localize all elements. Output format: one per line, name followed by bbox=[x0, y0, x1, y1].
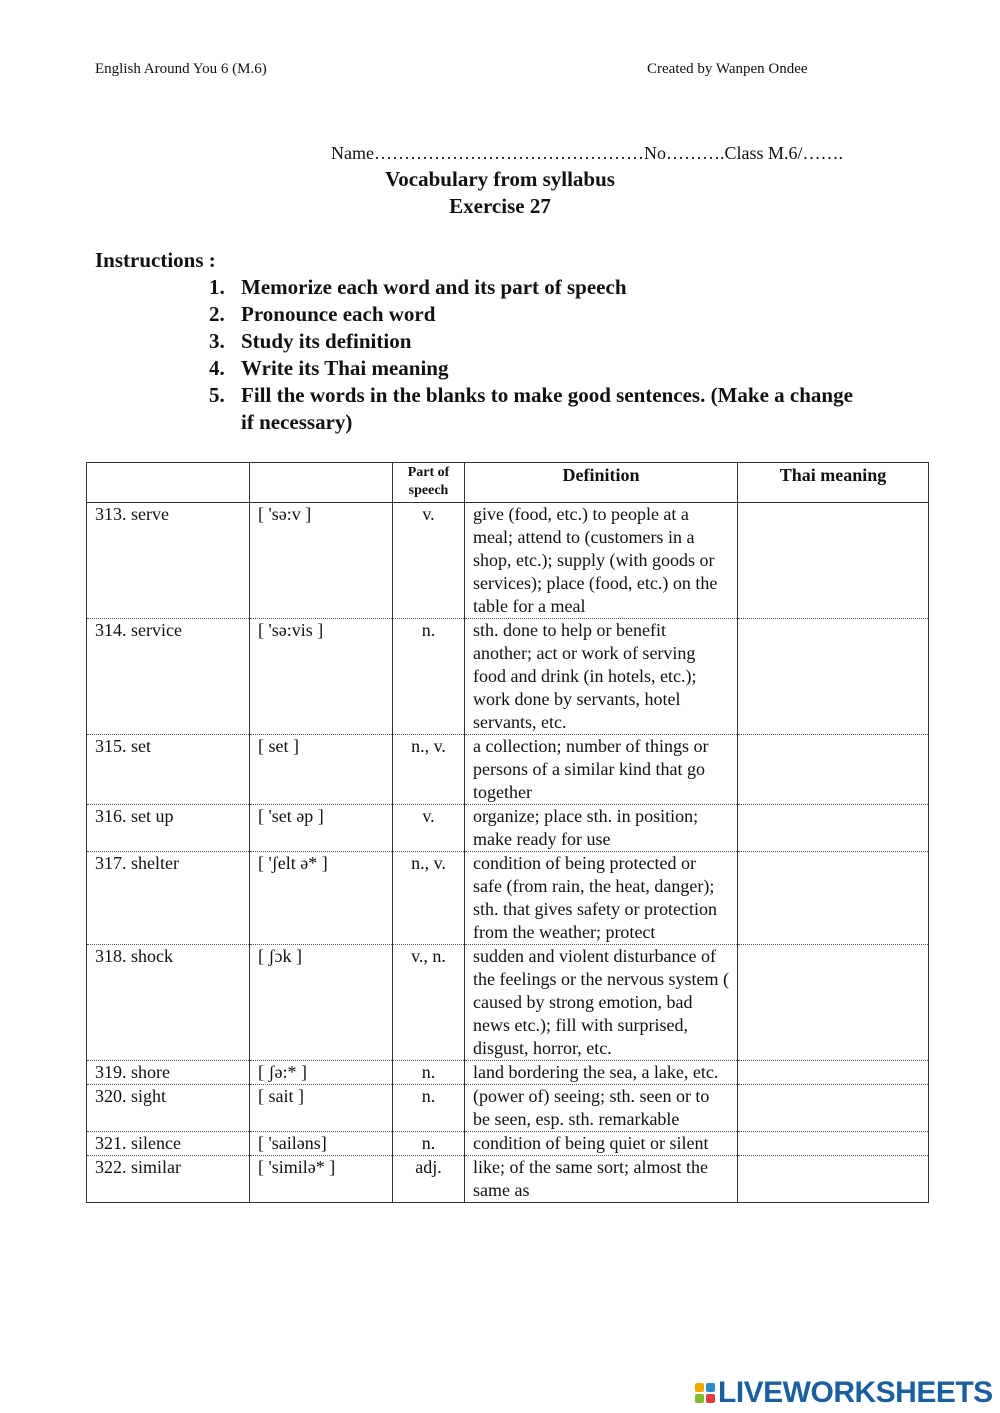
pronunciation-cell: [ 'similə* ] bbox=[250, 1156, 393, 1203]
table-row bbox=[87, 945, 929, 1061]
page-subtitle: Exercise 27 bbox=[449, 194, 551, 218]
definition-cell: organize; place sth. in position; make ready for use bbox=[465, 805, 738, 852]
header-part-of-speech: Part of speech bbox=[393, 463, 465, 503]
header-thai-meaning: Thai meaning bbox=[738, 463, 929, 503]
word-cell: 319. shore bbox=[87, 1061, 250, 1085]
instructions-label: Instructions : bbox=[95, 248, 216, 272]
vocabulary-table bbox=[86, 462, 929, 1203]
instruction-item bbox=[209, 328, 869, 355]
instruction-text: Pronounce each word bbox=[241, 302, 436, 326]
definition-cell: like; of the same sort; almost the same as bbox=[465, 1156, 738, 1203]
definition-cell: sth. done to help or benefit another; act or work of serving food and drink (in hotels, etc.); work done by servants, hotel servants, etc. bbox=[465, 619, 738, 735]
definition-cell: (power of) seeing; sth. seen or to be seen, esp. sth. remarkable bbox=[465, 1085, 738, 1132]
part-of-speech-cell: n. bbox=[393, 1085, 465, 1132]
thai-meaning-cell[interactable] bbox=[738, 1085, 929, 1132]
table-row bbox=[87, 1061, 929, 1085]
thai-meaning-cell[interactable] bbox=[738, 852, 929, 945]
pronunciation-cell: [ set ] bbox=[250, 735, 393, 805]
part-of-speech-cell: n. bbox=[393, 619, 465, 735]
table-row bbox=[87, 735, 929, 805]
instruction-text: Write its Thai meaning bbox=[241, 356, 449, 380]
pronunciation-cell: [ 'ʃelt ə* ] bbox=[250, 852, 393, 945]
word-cell: 316. set up bbox=[87, 805, 250, 852]
instruction-number: 5. bbox=[209, 383, 225, 407]
instruction-item bbox=[209, 355, 869, 382]
part-of-speech-cell: v. bbox=[393, 503, 465, 619]
thai-meaning-cell[interactable] bbox=[738, 805, 929, 852]
pronunciation-cell: [ 'sə:v ] bbox=[250, 503, 393, 619]
part-of-speech-cell: n. bbox=[393, 1061, 465, 1085]
definition-cell: a collection; number of things or persons of a similar kind that go together bbox=[465, 735, 738, 805]
instruction-number: 2. bbox=[209, 302, 225, 326]
part-of-speech-cell: n. bbox=[393, 1132, 465, 1156]
pronunciation-cell: [ 'set əp ] bbox=[250, 805, 393, 852]
table-row bbox=[87, 852, 929, 945]
thai-meaning-cell[interactable] bbox=[738, 945, 929, 1061]
student-name-line: Name………………………………………No……….Class M.6/……. bbox=[331, 143, 843, 163]
pronunciation-cell: [ 'sə:vis ] bbox=[250, 619, 393, 735]
instruction-number: 1. bbox=[209, 275, 225, 299]
liveworksheets-logo[interactable] bbox=[695, 1376, 993, 1410]
word-cell: 318. shock bbox=[87, 945, 250, 1061]
header-pronunciation bbox=[250, 463, 393, 503]
table-header-row bbox=[87, 463, 929, 503]
definition-cell: sudden and violent disturbance of the feelings or the nervous system ( caused by strong emotion, bad news etc.); fill with surprised, disgust, horror, etc. bbox=[465, 945, 738, 1061]
word-cell: 322. similar bbox=[87, 1156, 250, 1203]
word-cell: 314. service bbox=[87, 619, 250, 735]
word-cell: 317. shelter bbox=[87, 852, 250, 945]
definition-cell: land bordering the sea, a lake, etc. bbox=[465, 1061, 738, 1085]
instruction-text: Study its definition bbox=[241, 329, 412, 353]
part-of-speech-cell: adj. bbox=[393, 1156, 465, 1203]
liveworksheets-logo-text: LIVEWORKSHEETS bbox=[718, 1376, 993, 1409]
instruction-item bbox=[209, 301, 869, 328]
word-cell: 315. set bbox=[87, 735, 250, 805]
part-of-speech-cell: v., n. bbox=[393, 945, 465, 1061]
definition-cell: condition of being quiet or silent bbox=[465, 1132, 738, 1156]
instruction-item bbox=[209, 274, 869, 301]
table-row bbox=[87, 1156, 929, 1203]
thai-meaning-cell[interactable] bbox=[738, 1061, 929, 1085]
pronunciation-cell: [ ʃə:* ] bbox=[250, 1061, 393, 1085]
instruction-number: 4. bbox=[209, 356, 225, 380]
instruction-number: 3. bbox=[209, 329, 225, 353]
pronunciation-cell: [ 'sailəns] bbox=[250, 1132, 393, 1156]
part-of-speech-cell: v. bbox=[393, 805, 465, 852]
word-cell: 321. silence bbox=[87, 1132, 250, 1156]
definition-cell: give (food, etc.) to people at a meal; attend to (customers in a shop, etc.); supply (with goods or services); place (food, etc.) on the table for a meal bbox=[465, 503, 738, 619]
thai-meaning-cell[interactable] bbox=[738, 619, 929, 735]
table-row bbox=[87, 1085, 929, 1132]
liveworksheets-grid-icon bbox=[695, 1383, 715, 1403]
definition-cell: condition of being protected or safe (from rain, the heat, danger); sth. that gives safety or protection from the weather; protect bbox=[465, 852, 738, 945]
thai-meaning-cell[interactable] bbox=[738, 503, 929, 619]
header-definition: Definition bbox=[465, 463, 738, 503]
pronunciation-cell: [ sait ] bbox=[250, 1085, 393, 1132]
header-word bbox=[87, 463, 250, 503]
header-left-text: English Around You 6 (M.6) bbox=[95, 61, 267, 77]
table-row bbox=[87, 619, 929, 735]
instructions-list bbox=[209, 274, 869, 436]
header-right-text: Created by Wanpen Ondee bbox=[647, 61, 808, 77]
word-cell: 320. sight bbox=[87, 1085, 250, 1132]
pronunciation-cell: [ ʃɔk ] bbox=[250, 945, 393, 1061]
part-of-speech-cell: n., v. bbox=[393, 735, 465, 805]
part-of-speech-cell: n., v. bbox=[393, 852, 465, 945]
thai-meaning-cell[interactable] bbox=[738, 735, 929, 805]
table-row bbox=[87, 1132, 929, 1156]
table-row bbox=[87, 503, 929, 619]
thai-meaning-cell[interactable] bbox=[738, 1156, 929, 1203]
thai-meaning-cell[interactable] bbox=[738, 1132, 929, 1156]
page-title: Vocabulary from syllabus bbox=[385, 167, 615, 191]
instruction-text: Fill the words in the blanks to make good sentences. (Make a change if necessary) bbox=[241, 383, 853, 434]
instruction-text: Memorize each word and its part of speech bbox=[241, 275, 627, 299]
word-cell: 313. serve bbox=[87, 503, 250, 619]
table-row bbox=[87, 805, 929, 852]
instruction-item bbox=[209, 382, 869, 436]
